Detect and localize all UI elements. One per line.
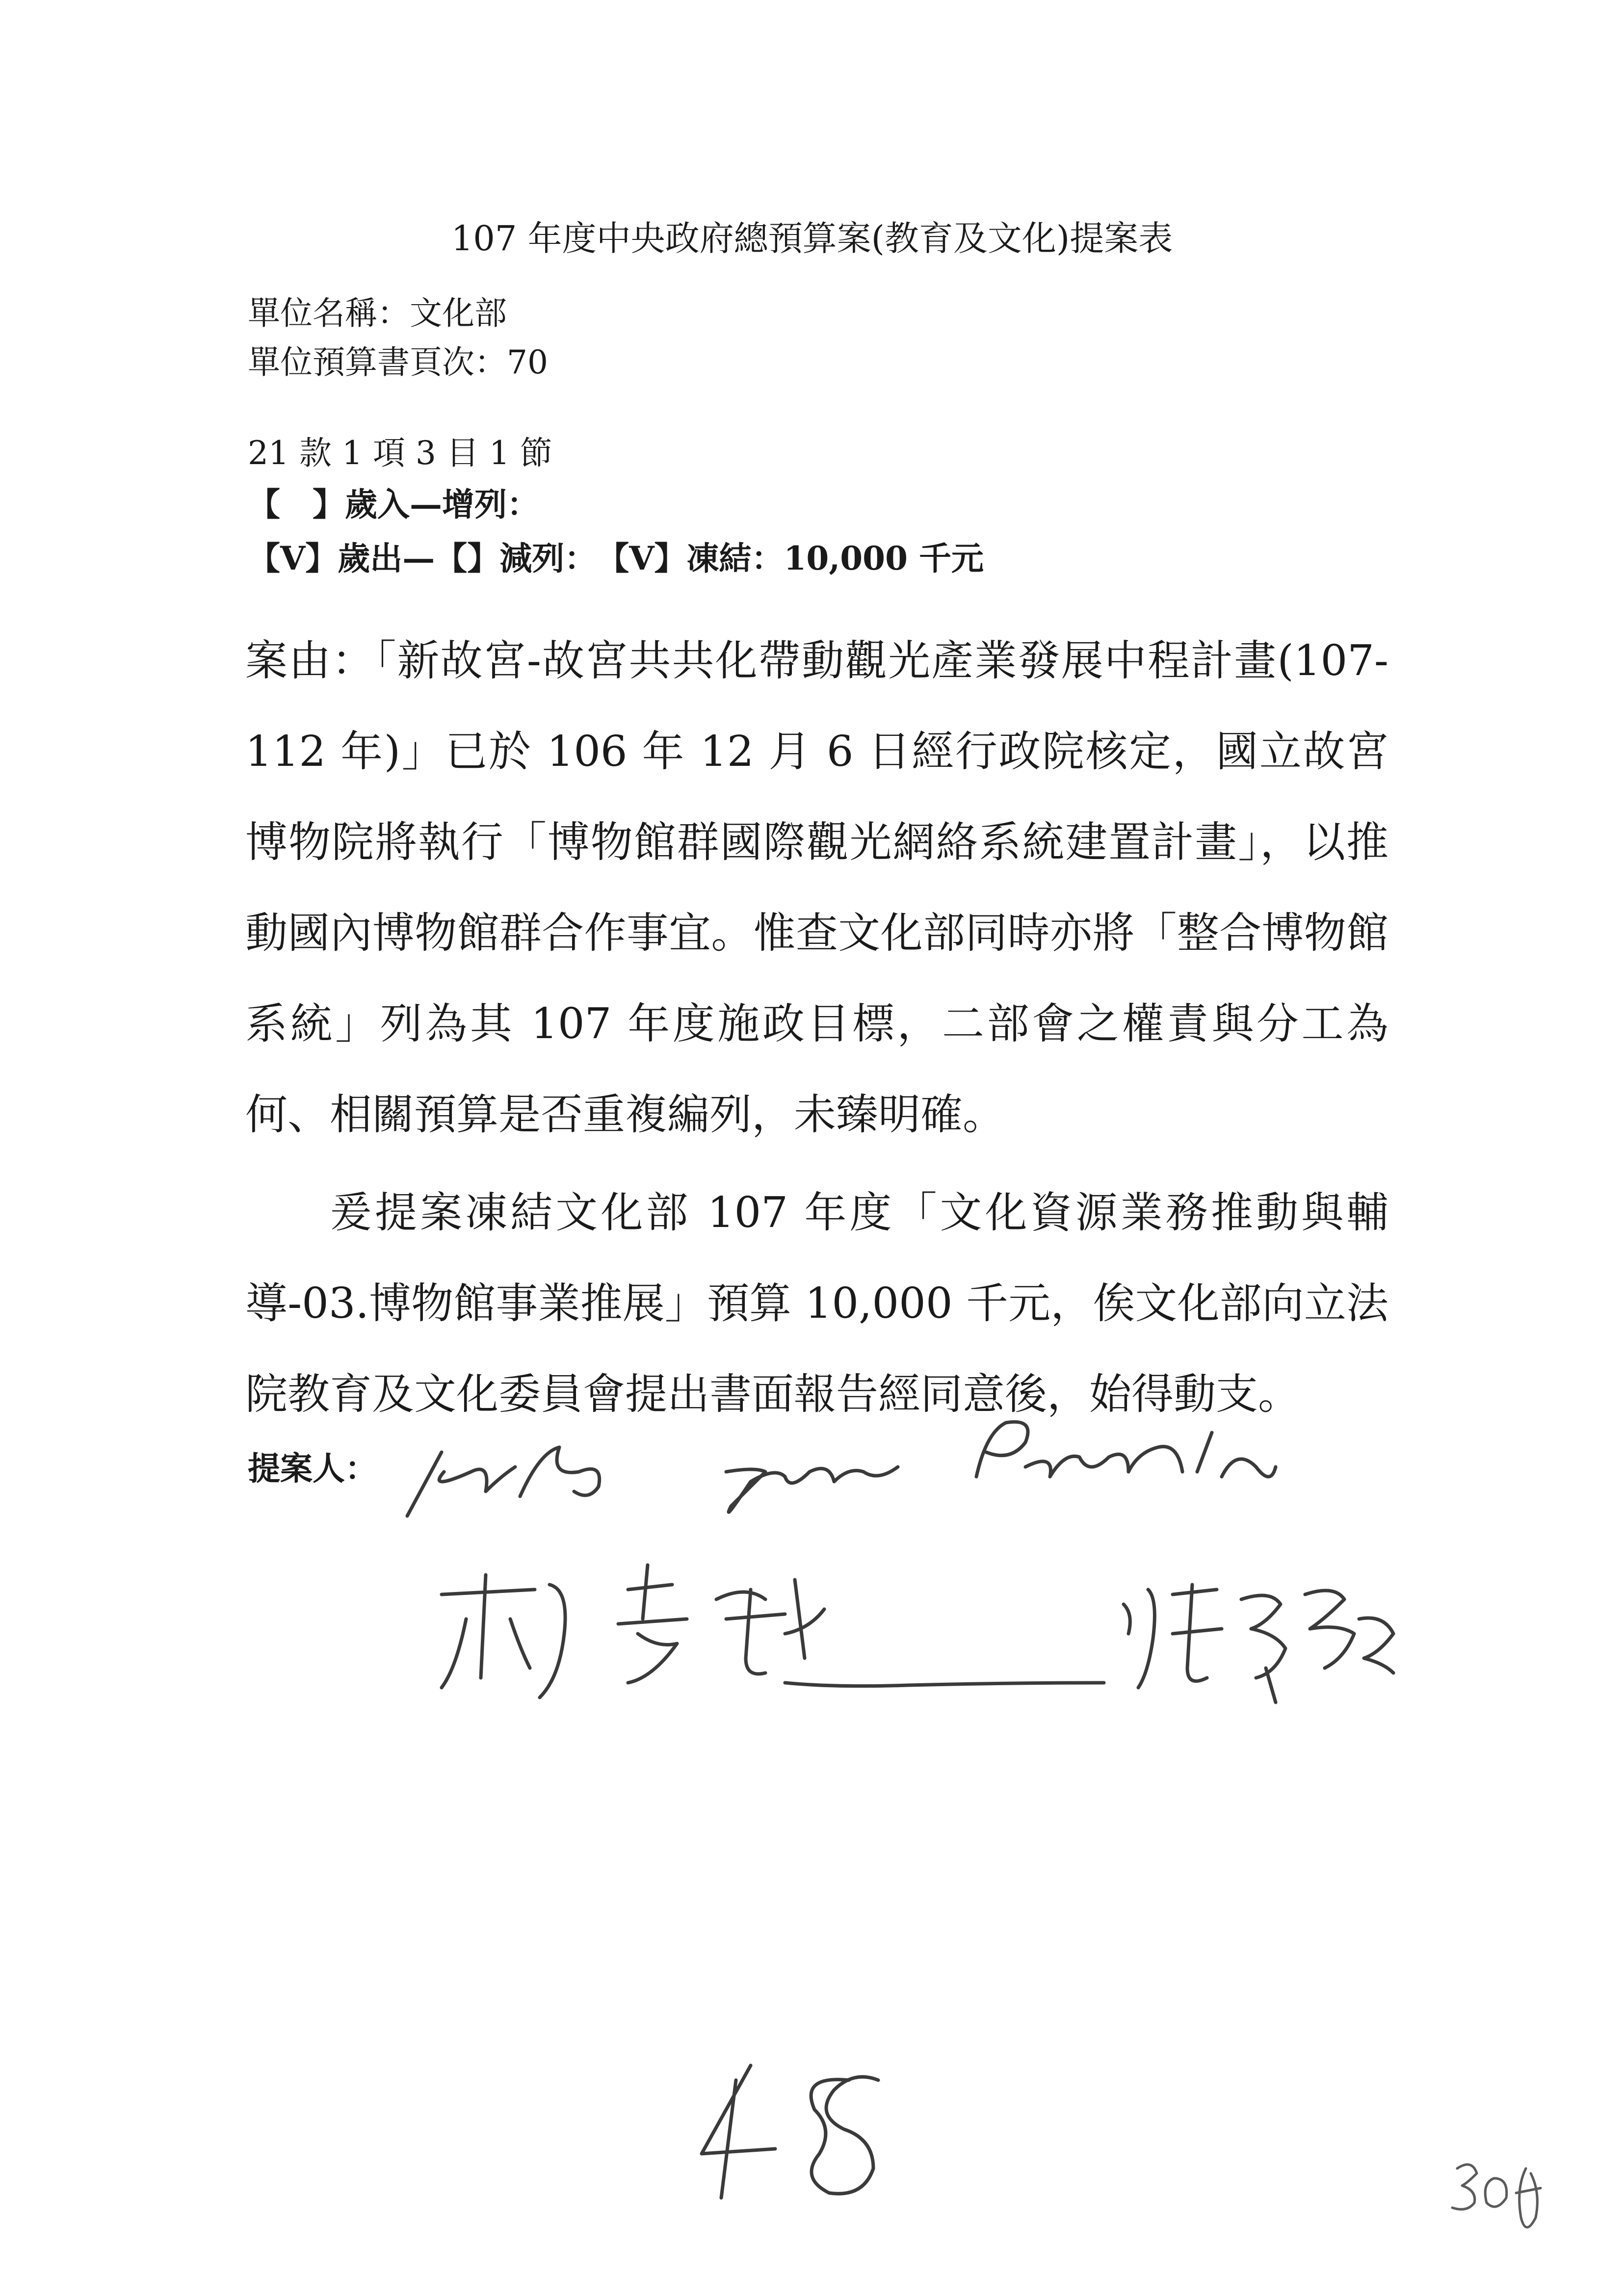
signature-1 [407, 1422, 1276, 1516]
proposal-paragraph: 爰提案凍結文化部 107 年度「文化資源業務推動與輔導-03.博物館事業推展」預算 10,000 千元，俟文化部向立法院教育及文化委員會提出書面報告經同意後，始得動支。 [245, 1188, 1388, 1419]
expenditure-line: 【V】歲出—【】減列： 【V】凍結：10,000 千元 [248, 539, 984, 577]
document-title: 107 年度中央政府總預算案(教育及文化)提案表 [451, 218, 1173, 259]
reason-paragraph: 案由：「新故宮-故宮共共化帶動觀光產業發展中程計畫(107-112 年)」已於 106 年 12 月 6 日經行政院核定，國立故宮博物院將執行「博物館群國際觀光網絡系統建置計畫」，以推動國內博物館群合作事宜。惟查文化部同時亦將「整合博物館系統」列為其 107 年度施政目標，二部會之權責與分工為何、相關預算是否重複編列，未臻明確。 [245, 636, 1388, 1139]
signature-3 [1124, 1585, 1393, 1702]
budget-page: 單位預算書頁次：70 [248, 343, 548, 381]
budget-section: 21 款 1 項 3 目 1 節 [248, 434, 552, 472]
revenue-line: 【 】歲入—增列： [248, 485, 539, 523]
signature-2 [442, 1565, 1104, 1697]
corner-mark [1452, 2165, 1541, 2227]
handwritten-page-number [702, 2065, 878, 2198]
proposer-label: 提案人： [248, 1449, 377, 1487]
unit-name: 單位名稱：文化部 [248, 294, 507, 332]
